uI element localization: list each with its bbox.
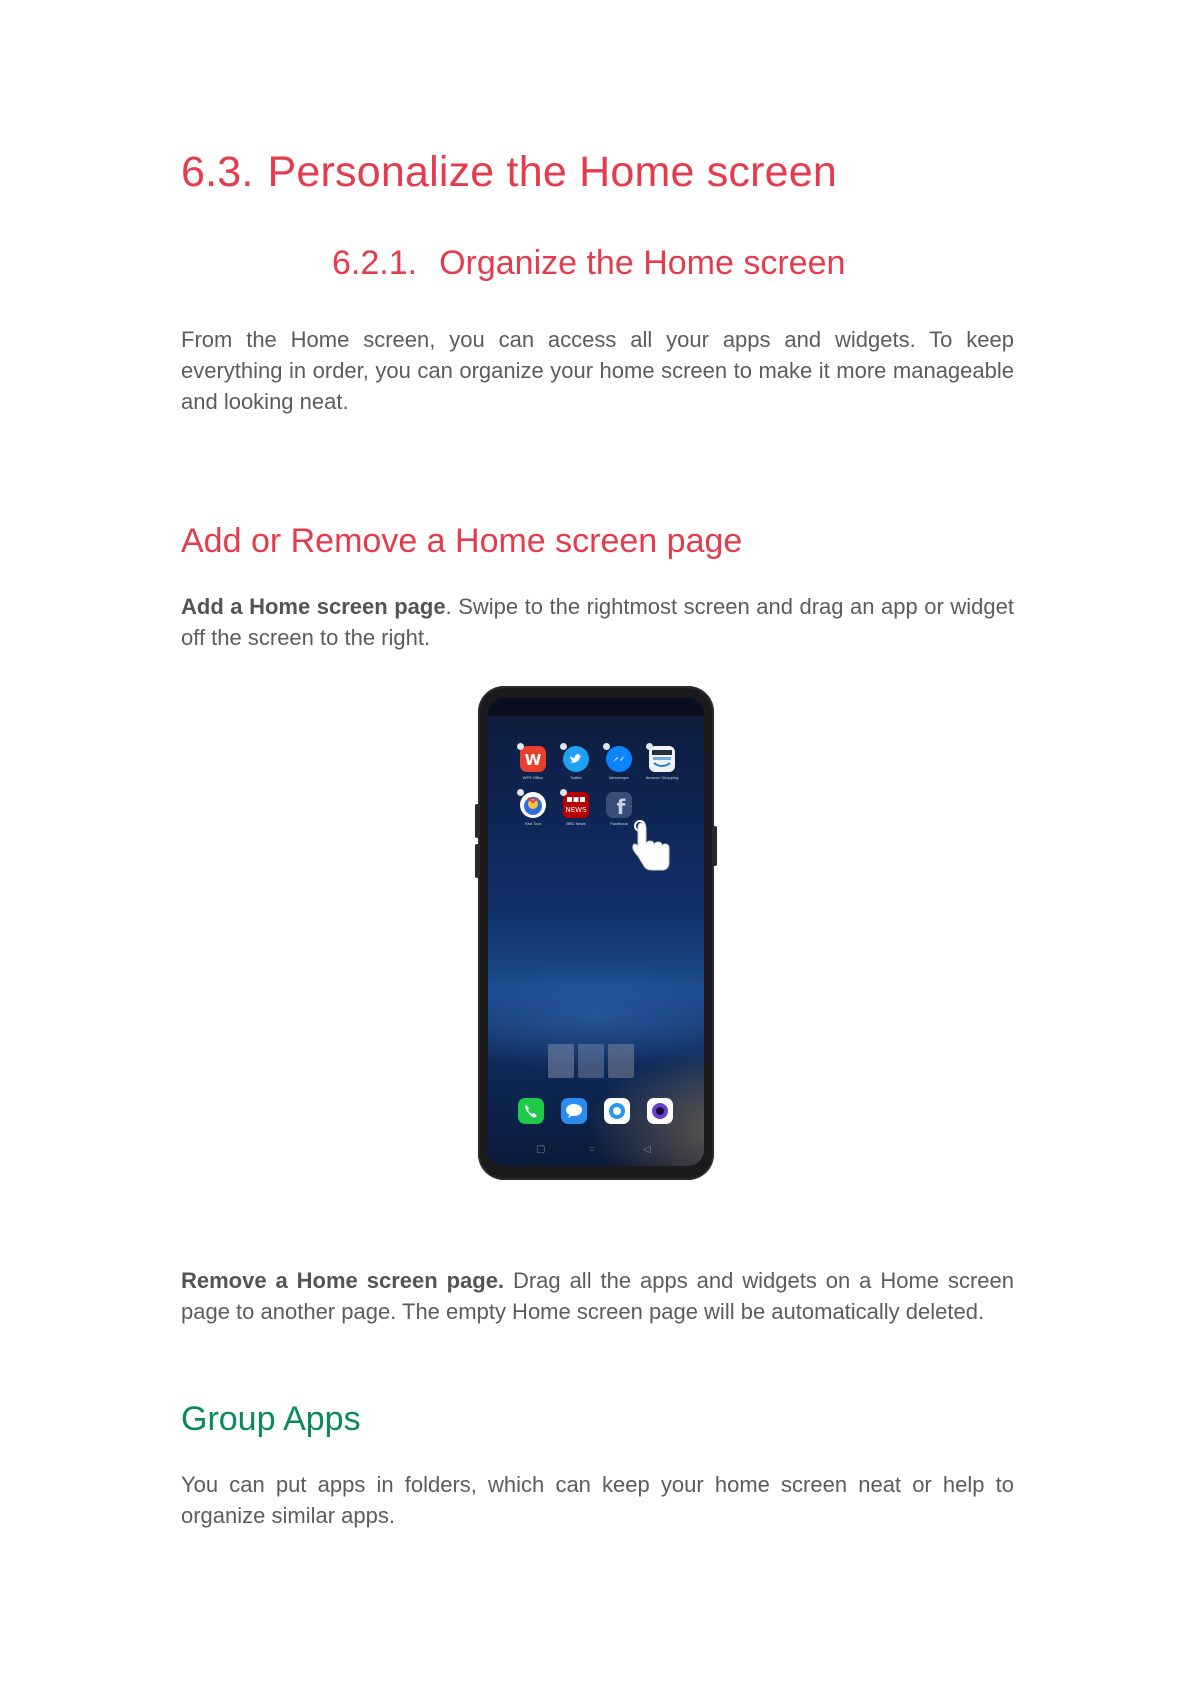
intro-paragraph: From the Home screen, you can access all your apps and widgets. To keep everything in order, you can organize your home screen to make it more manageable and looking neat. [181, 327, 1014, 414]
subsection-title: Organize the Home screen [439, 244, 846, 282]
remove-badge-icon [603, 743, 610, 750]
add-page-label: Add a Home screen page [181, 594, 446, 619]
remove-badge-icon [560, 789, 567, 796]
remove-badge-icon [560, 743, 567, 750]
remove-badge-icon [517, 789, 524, 796]
back-nav-icon: ◁ [643, 1144, 651, 1155]
app-label: Facebook [610, 821, 628, 826]
phone-icon [518, 1098, 544, 1124]
add-remove-heading: Add or Remove a Home screen page [181, 522, 743, 560]
amazon-icon [649, 746, 675, 772]
volume-up-button [475, 804, 479, 838]
subsection-heading [332, 244, 845, 283]
messages-icon [561, 1098, 587, 1124]
twitter-icon [563, 746, 589, 772]
remove-badge-icon [517, 743, 524, 750]
wps-office-icon [520, 746, 546, 772]
remove-page-text: Drag all the apps and widgets on a Home screen page to another page. The empty Home screen page will be automatically deleted. [181, 1268, 1014, 1324]
app-label: WPS Office [522, 775, 544, 780]
remove-page-label: Remove a Home screen page. [181, 1268, 505, 1293]
page-thumbnail [608, 1044, 634, 1078]
add-page-text: . Swipe to the rightmost screen and drag an app or widget off the screen to the right. [181, 594, 1014, 650]
app-label: BBC News [566, 821, 586, 826]
svg-text:f: f [616, 795, 626, 818]
phone-illustration [478, 686, 714, 1180]
kiwi-icon [520, 792, 546, 818]
app-label: Messenger [609, 775, 629, 780]
section-heading [181, 148, 837, 197]
section-title: Personalize the Home screen [267, 148, 837, 196]
svg-text:W: W [524, 751, 542, 769]
remove-page-paragraph [181, 1265, 1014, 1327]
power-button [713, 826, 717, 866]
messenger-icon [606, 746, 632, 772]
bbc-news-icon [563, 792, 589, 818]
status-bar [488, 698, 704, 716]
svg-text:NEWS: NEWS [565, 806, 587, 814]
add-page-paragraph [181, 591, 1014, 653]
volume-down-button [475, 844, 479, 878]
section-number: 6.3. [181, 148, 254, 196]
app-label: Kiwi Tour [524, 821, 542, 826]
app-label: Amazon Shopping [645, 775, 679, 780]
home-nav-icon: ○ [589, 1144, 596, 1155]
recents-nav-icon: ▢ [536, 1144, 546, 1155]
phone-screen [488, 698, 704, 1166]
facebook-icon [606, 792, 632, 818]
camera-icon [647, 1098, 673, 1124]
page-thumbnail [548, 1044, 574, 1078]
subsection-number: 6.2.1. [332, 244, 418, 282]
page-thumbnail [578, 1044, 604, 1078]
app-label: Twitter [570, 775, 582, 780]
browser-icon [604, 1098, 630, 1124]
group-apps-heading: Group Apps [181, 1400, 361, 1438]
group-apps-paragraph: You can put apps in folders, which can keep your home screen neat or help to organize similar apps. [181, 1472, 1014, 1528]
drag-hand-icon [632, 820, 672, 872]
remove-badge-icon [646, 743, 653, 750]
